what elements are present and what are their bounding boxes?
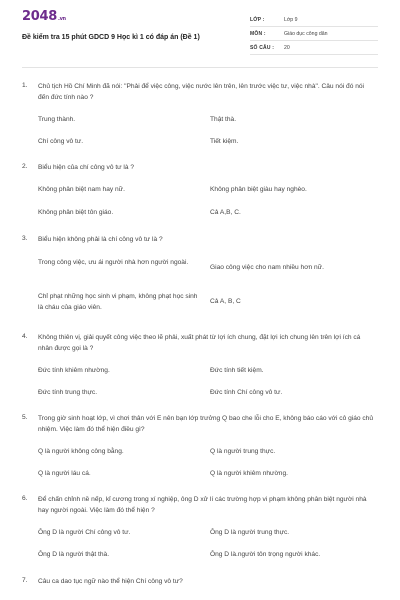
- question-number: 6.: [22, 495, 28, 502]
- meta-key: LỚP :: [250, 16, 265, 23]
- page-title: Đề kiểm tra 15 phút GDCD 9 Học kì 1 có đáp án (Đề 1): [22, 34, 200, 41]
- meta-row-class: [250, 13, 378, 27]
- question-text: Chủ tịch Hồ Chí Minh đã nói: "Phải để việc công, việc nước lên trên, lên trước việc tư, việc nhà". Câu nói đó nói đến đức tính nào ?: [38, 83, 365, 101]
- question-number: 5.: [22, 414, 28, 421]
- question-text: Biểu hiện không phải là chí công vô tư là ?: [38, 236, 163, 243]
- answer-option[interactable]: Trung thành.: [38, 116, 76, 123]
- answer-option[interactable]: Đức tính tiết kiệm.: [210, 367, 264, 374]
- answer-option[interactable]: Ông D là người thật thà.: [38, 551, 110, 558]
- answer-option[interactable]: Giao công việc cho nam nhiều hơn nữ.: [210, 264, 324, 271]
- logo-suffix: .vn: [57, 16, 66, 22]
- answer-option[interactable]: Chỉ phạt những học sinh vi phạm, không phạt học sinh là cháu của giáo viên.: [38, 293, 198, 311]
- answer-option[interactable]: Ông D là.người tôn trọng người khác.: [210, 551, 321, 558]
- question-number: 3.: [22, 235, 28, 242]
- question-text: Không thiên vị, giải quyết công việc theo lẽ phải, xuất phát từ lợi ích chung, đặt lợi ích chung lên trên lợi ích cá nhân được gọi là ?: [38, 334, 361, 352]
- question-text: Biểu hiện của chí công vô tư là ?: [38, 164, 135, 171]
- meta-key: MÔN :: [250, 30, 266, 37]
- meta-info: [250, 13, 378, 55]
- logo[interactable]: [22, 9, 66, 24]
- answer-option[interactable]: Ông D là người Chí công vô tư.: [38, 529, 131, 536]
- meta-key: SỐ CÂU :: [250, 44, 275, 51]
- answer-option[interactable]: Đức tính trung thực.: [38, 389, 98, 396]
- answer-option[interactable]: Q là người khiêm nhường.: [210, 470, 288, 477]
- header: [0, 0, 400, 66]
- answer-option[interactable]: Cả A, B, C: [210, 298, 241, 305]
- question-number: 2.: [22, 163, 28, 170]
- logo-text: 2048: [22, 9, 57, 24]
- answer-option[interactable]: Trong công việc, ưu ái người nhà hơn người ngoài.: [38, 259, 189, 266]
- answer-option[interactable]: Tiết kiệm.: [210, 138, 239, 145]
- answer-option[interactable]: Ông D là người trung thực.: [210, 529, 290, 536]
- answer-option[interactable]: Không phân biệt nam hay nữ.: [38, 186, 125, 193]
- question-text: Để chấn chỉnh nề nếp, kỉ cương trong xí nghiệp, ông D xử lí các trường hợp vi phạm không phân biệt người nhà hay người ngoài. Việc làm đó thể hiện ?: [38, 496, 367, 514]
- meta-value: Lớp 9: [284, 16, 298, 23]
- answer-option[interactable]: Cả A,B, C.: [210, 209, 241, 216]
- header-divider: [22, 67, 378, 68]
- answer-option[interactable]: Thật thà.: [210, 116, 237, 123]
- meta-value: Giáo dục công dân: [284, 30, 328, 37]
- answer-option[interactable]: Q là người không công bằng.: [38, 448, 124, 455]
- answer-option[interactable]: Q là người láu cá.: [38, 470, 91, 477]
- meta-row-count: [250, 41, 378, 55]
- question-number: 1.: [22, 82, 28, 89]
- question-number: 7.: [22, 577, 28, 584]
- answer-option[interactable]: Đức tính khiêm nhường.: [38, 367, 110, 374]
- answer-option[interactable]: Q là người trung thực.: [210, 448, 276, 455]
- question-number: 4.: [22, 333, 28, 340]
- answer-option[interactable]: Không phân biệt tôn giáo.: [38, 209, 114, 216]
- answer-option[interactable]: Chí công vô tư.: [38, 138, 84, 145]
- meta-value: 20: [284, 44, 290, 51]
- answer-option[interactable]: Đức tính Chí công vô tư.: [210, 389, 283, 396]
- meta-row-subject: [250, 27, 378, 41]
- answer-option[interactable]: Không phân biệt giàu hay nghèo.: [210, 186, 307, 193]
- question-text: Trong giờ sinh hoạt lớp, vì chơi thân với E nên bạn lớp trưởng Q bao che lỗi cho E, không báo cáo với cô giáo chủ nhiệm. Việc làm đó thể hiện điều gì?: [38, 415, 374, 433]
- question-text: Câu ca dao tục ngữ nào thể hiện Chí công vô tư?: [38, 578, 183, 585]
